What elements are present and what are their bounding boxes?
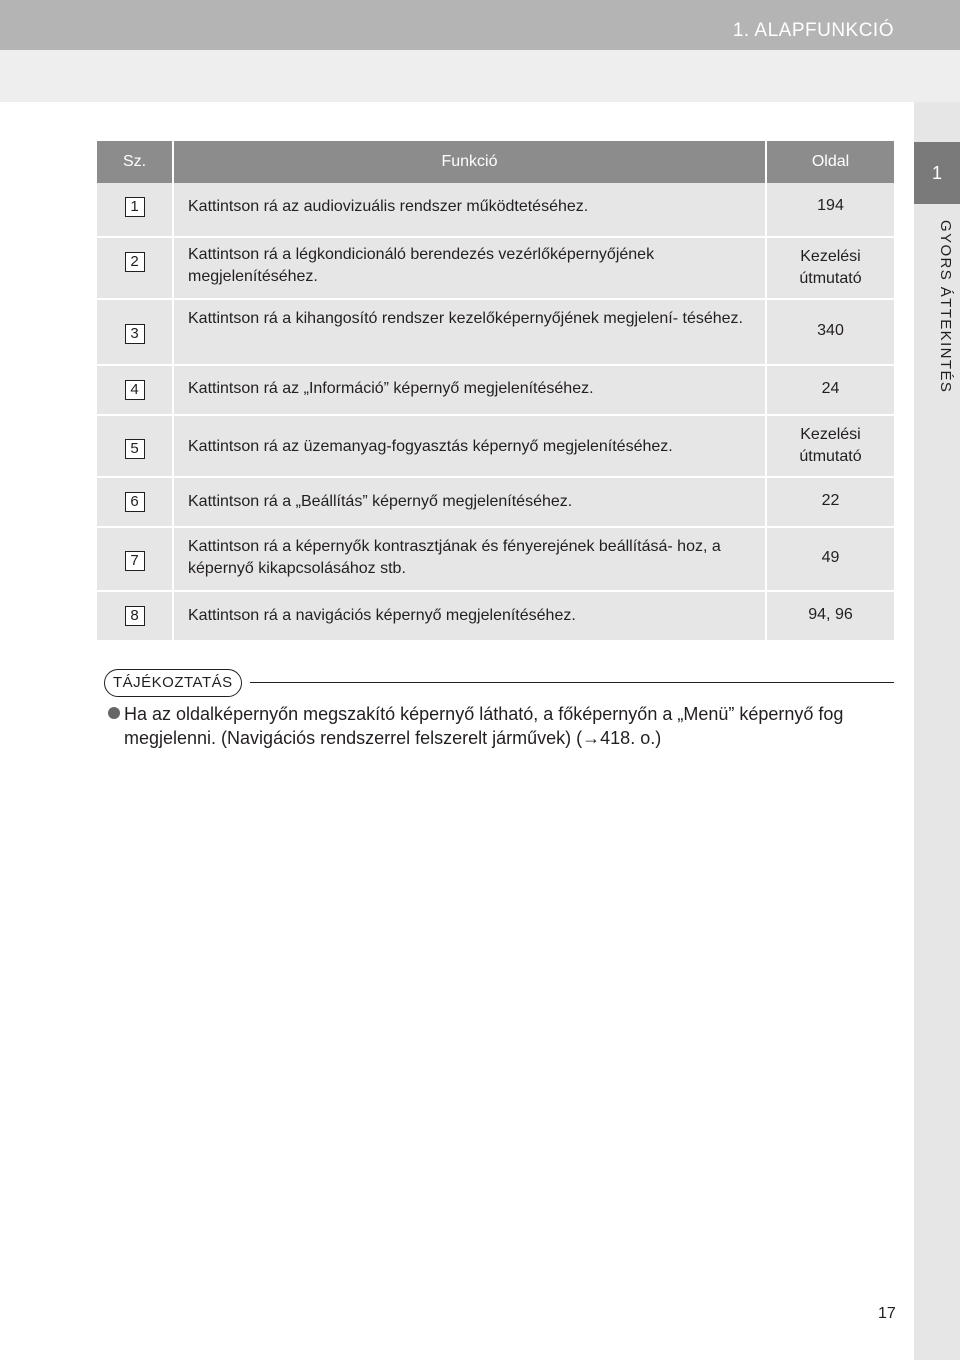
row-number-box: 5 (125, 439, 145, 459)
row-number-cell (97, 527, 173, 591)
row-number-box: 7 (125, 551, 145, 571)
row-number-cell (97, 299, 173, 365)
row-number-cell (97, 237, 173, 299)
page-reference: 24 (766, 365, 894, 415)
table-row (97, 237, 894, 299)
row-number-cell (97, 183, 173, 237)
row-number-box: 1 (125, 197, 145, 217)
page-number: 17 (878, 1305, 896, 1322)
function-cell: Kattintson rá a „Beállítás” képernyő megjelenítéséhez. (173, 477, 766, 527)
page-reference: 340 (766, 299, 894, 365)
header-bar (0, 0, 960, 50)
row-number-cell (97, 477, 173, 527)
function-cell: Kattintson rá az üzemanyag-fogyasztás képernyő megjelenítéséhez. (173, 415, 766, 477)
row-number-cell (97, 591, 173, 641)
table-row (97, 527, 894, 591)
page-reference: 194 (766, 183, 894, 237)
function-cell: Kattintson rá a képernyők kontrasztjának és fényerejének beállításá- hoz, a képernyő kikapcsolásához stb. (173, 527, 766, 591)
page-reference: 22 (766, 477, 894, 527)
page-reference: 49 (766, 527, 894, 591)
row-number-box: 4 (125, 380, 145, 400)
bullet-icon (108, 707, 120, 719)
info-divider (250, 682, 894, 683)
row-number-box: 6 (125, 492, 145, 512)
section-title: 1. ALAPFUNKCIÓ (732, 20, 894, 41)
function-cell: Kattintson rá a kihangosító rendszer kezelőképernyőjének megjelení- téséhez. (173, 299, 766, 365)
row-number-box: 2 (125, 252, 145, 272)
row-number-box: 8 (125, 606, 145, 626)
row-number-cell (97, 415, 173, 477)
column-header-function: Funkció (173, 141, 766, 183)
row-number-box: 3 (125, 324, 145, 344)
function-cell: Kattintson rá az „Információ” képernyő megjelenítéséhez. (173, 365, 766, 415)
table-header-row (97, 141, 894, 183)
chapter-tab[interactable]: 1 (914, 142, 960, 204)
column-header-page: Oldal (766, 141, 894, 183)
row-number-cell (97, 365, 173, 415)
chapter-title: GYORS ÁTTEKINTÉS (937, 220, 954, 394)
table-row (97, 299, 894, 365)
function-cell: Kattintson rá az audiovizuális rendszer működtetéséhez. (173, 183, 766, 237)
table-row (97, 183, 894, 237)
table-row (97, 477, 894, 527)
page-reference: 94, 96 (766, 591, 894, 641)
page-reference: Kezelési útmutató (766, 237, 894, 299)
function-cell: Kattintson rá a navigációs képernyő megjelenítéséhez. (173, 591, 766, 641)
table-row (97, 415, 894, 477)
function-cell: Kattintson rá a légkondicionáló berendezés vezérlőképernyőjének megjelenítéséhez. (173, 237, 766, 299)
info-label: TÁJÉKOZTATÁS (104, 669, 242, 697)
header-sub-bar (0, 50, 960, 102)
table-row (97, 591, 894, 641)
info-text: Ha az oldalképernyőn megszakító képernyő látható, a főképernyőn a „Menü” képernyő fog megjelenni. (Navigációs rendszerrel felszerelt járművek) (→418. o.) (124, 704, 844, 748)
column-header-number: Sz. (97, 141, 173, 183)
table-row (97, 365, 894, 415)
function-table (97, 141, 894, 642)
page-reference: Kezelési útmutató (766, 415, 894, 477)
